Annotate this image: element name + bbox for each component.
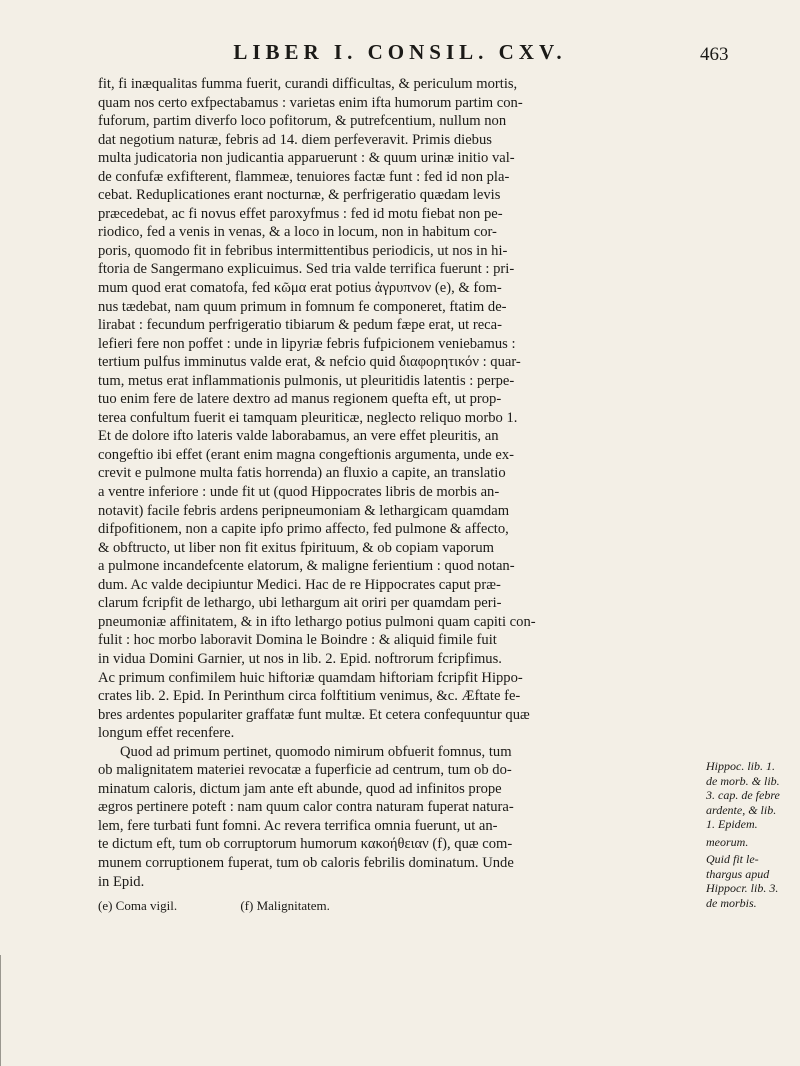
footnote: (e) Coma vigil. (98, 898, 178, 913)
page-edge-shadow (0, 955, 41, 1066)
text-line: tum, metus erat inflammationis pulmonis, ut pleuritidis latentis : perpe- (98, 372, 515, 389)
text-line: fuforum, partim diverfo loco pofitorum, & putrefcentium, nullum non (98, 113, 507, 130)
text-line: poris, quomodo fit in febribus intermittentibus periodicis, ut nos in hi- (98, 242, 508, 259)
text-line: ob malignitatem materiei revocatæ a fuperficie ad centrum, tum ob do- (98, 762, 512, 779)
text-line: dum. Ac valde decipiuntur Medici. Hac de re Hippocrates caput præ- (98, 576, 501, 593)
running-title: LIBER I. CONSIL. CXV. (233, 40, 567, 64)
text-line: lirabat : fecundum perfrigeratio tibiarum & pedum fæpe erat, ut reca- (98, 317, 503, 334)
text-line: in vidua Domini Garnier, ut nos in lib. 2. Epid. noftrorum fcripfimus. (98, 650, 502, 667)
text-line: quam nos certo exfpectabamus : varietas enim ifta humorum partim con- (98, 94, 523, 111)
text-line: minatum caloris, dictum jam ante eft abunde, quod ad infinitos prope (98, 780, 502, 797)
text-line: fulit : hoc morbo laboravit Domina le Boindre : & aliquid fimile fuit (98, 632, 497, 649)
text-line: fit, fi inæqualitas fumma fuerit, curandi difficultas, & periculum mortis, (98, 76, 518, 92)
text-line: longum effet recenfere. (98, 725, 235, 742)
text-line: difpofitionem, non a capite ipfo primo affecto, fed pulmone & affecto, (98, 521, 509, 538)
page-number: 463 (700, 44, 729, 65)
text-line: te dictum eft, tum ob corruptorum humorum κακοήθειαν (f), quæ com- (98, 836, 513, 853)
text-line: tertium pulfus imminutus valde erat, & nefcio quid διαφορητικόν : quar- (98, 354, 521, 371)
text-line: a pulmone incandefcente elatorum, & maligne ferientium : quod notan- (98, 558, 515, 575)
footnote: (f) Malignitatem. (240, 898, 330, 913)
text-line: pneumoniæ affinitatem, & in ifto lethargo potius pulmoni quam capiti con- (98, 613, 536, 630)
text-line: notavit) facile febris ardens peripneumoniam & lethargicam quamdam (98, 502, 510, 519)
text-line: in Epid. (98, 873, 145, 890)
text-line: bres ardentes populariter graffatæ funt multæ. Et cetera confequuntur quæ (98, 706, 530, 723)
footnotes (98, 898, 702, 914)
text-line: Quod ad primum pertinet, quomodo nimirum obfuerit fomnus, tum (120, 743, 512, 760)
text-line: crevit e pulmone multa fatis horrenda) an fluxio a capite, an translatio (98, 465, 506, 482)
text-line: tuo enim fere de latere dextro ad manus regionem quefta eft, ut prop- (98, 391, 502, 408)
text-line: Et de dolore ifto lateris valde laborabamus, an vere effet pleuritis, an (98, 428, 499, 445)
text-line: & obftructo, ut liber non fit exitus fpirituum, & ob copiam vaporum (98, 539, 494, 556)
marginal-note: meorum. (706, 834, 749, 849)
text-line: a ventre inferiore : unde fit ut (quod Hippocrates libris de morbis an- (98, 484, 500, 501)
text-line: clarum fcripfit de lethargo, ubi lethargum ait oriri per quamdam peri- (98, 595, 502, 612)
text-line: ftoria de Sangermano explicuimus. Sed tria valde terrifica fuerunt : pri- (98, 261, 515, 278)
text-line: cebat. Reduplicationes erant nocturnæ, & perfrigeratio quædam levis (98, 187, 501, 204)
text-line: mum quod erat comatofa, fed κῶμα erat potius ἀγρυπνον (e), & fom- (98, 280, 502, 297)
text-line: lefieri fere non poffet : unde in lipyriæ febris fufpicionem veniebamus : (98, 335, 516, 352)
body-text (98, 75, 702, 891)
text-line: ægros pertinere poteft : nam quum calor contra naturam fuperat natura- (98, 799, 514, 816)
text-line: terea confultum fuerit ei tamquam pleuriticæ, neglecto reliquo morbo 1. (98, 409, 518, 426)
marginal-notes (706, 759, 786, 913)
text-line: munem corruptionem fuperat, tum ob caloris febrilis dominatum. Unde (98, 854, 514, 871)
text-line: lem, fere turbati funt fomni. Ac revera terrifica omnia fuerunt, ut an- (98, 817, 498, 834)
text-line: Ac primum confimilem huic hiftoriæ quamdam hiftoriam fcripfit Hippo- (98, 669, 523, 686)
marginal-note: Quid fit le-thargus apud Hippocr. lib. 3. de morbis. (706, 852, 779, 910)
text-line: congeftio ibi effet (erant enim magna congeftionis argumenta, unde ex- (98, 446, 515, 463)
text-line: præcedebat, ac fi novus effet paroxyfmus : fed id motu fiebat non pe- (98, 205, 503, 222)
text-line: riodico, fed a venis in venas, & a loco in locum, non in habitum cor- (98, 224, 497, 241)
text-line: crates lib. 2. Epid. In Perinthum circa folftitium venimus, &c. Æftate fe- (98, 688, 521, 705)
text-line: multa judicatoria non judicantia apparuerunt : & quum urinæ initio val- (98, 150, 515, 167)
text-line: dat negotium naturæ, febris ad 14. diem perfeveravit. Primis diebus (98, 131, 492, 148)
text-line: nus tædebat, nam quum primum in fomnum fe componeret, ftatim de- (98, 298, 507, 315)
marginal-note: Hippoc. lib. 1. de morb. & lib. 3. cap. de febre ardente, & lib. 1. Epidem. (706, 759, 780, 831)
text-line: de confufæ exfifterent, flammeæ, tenuiores factæ funt : fed id non pla- (98, 168, 510, 185)
